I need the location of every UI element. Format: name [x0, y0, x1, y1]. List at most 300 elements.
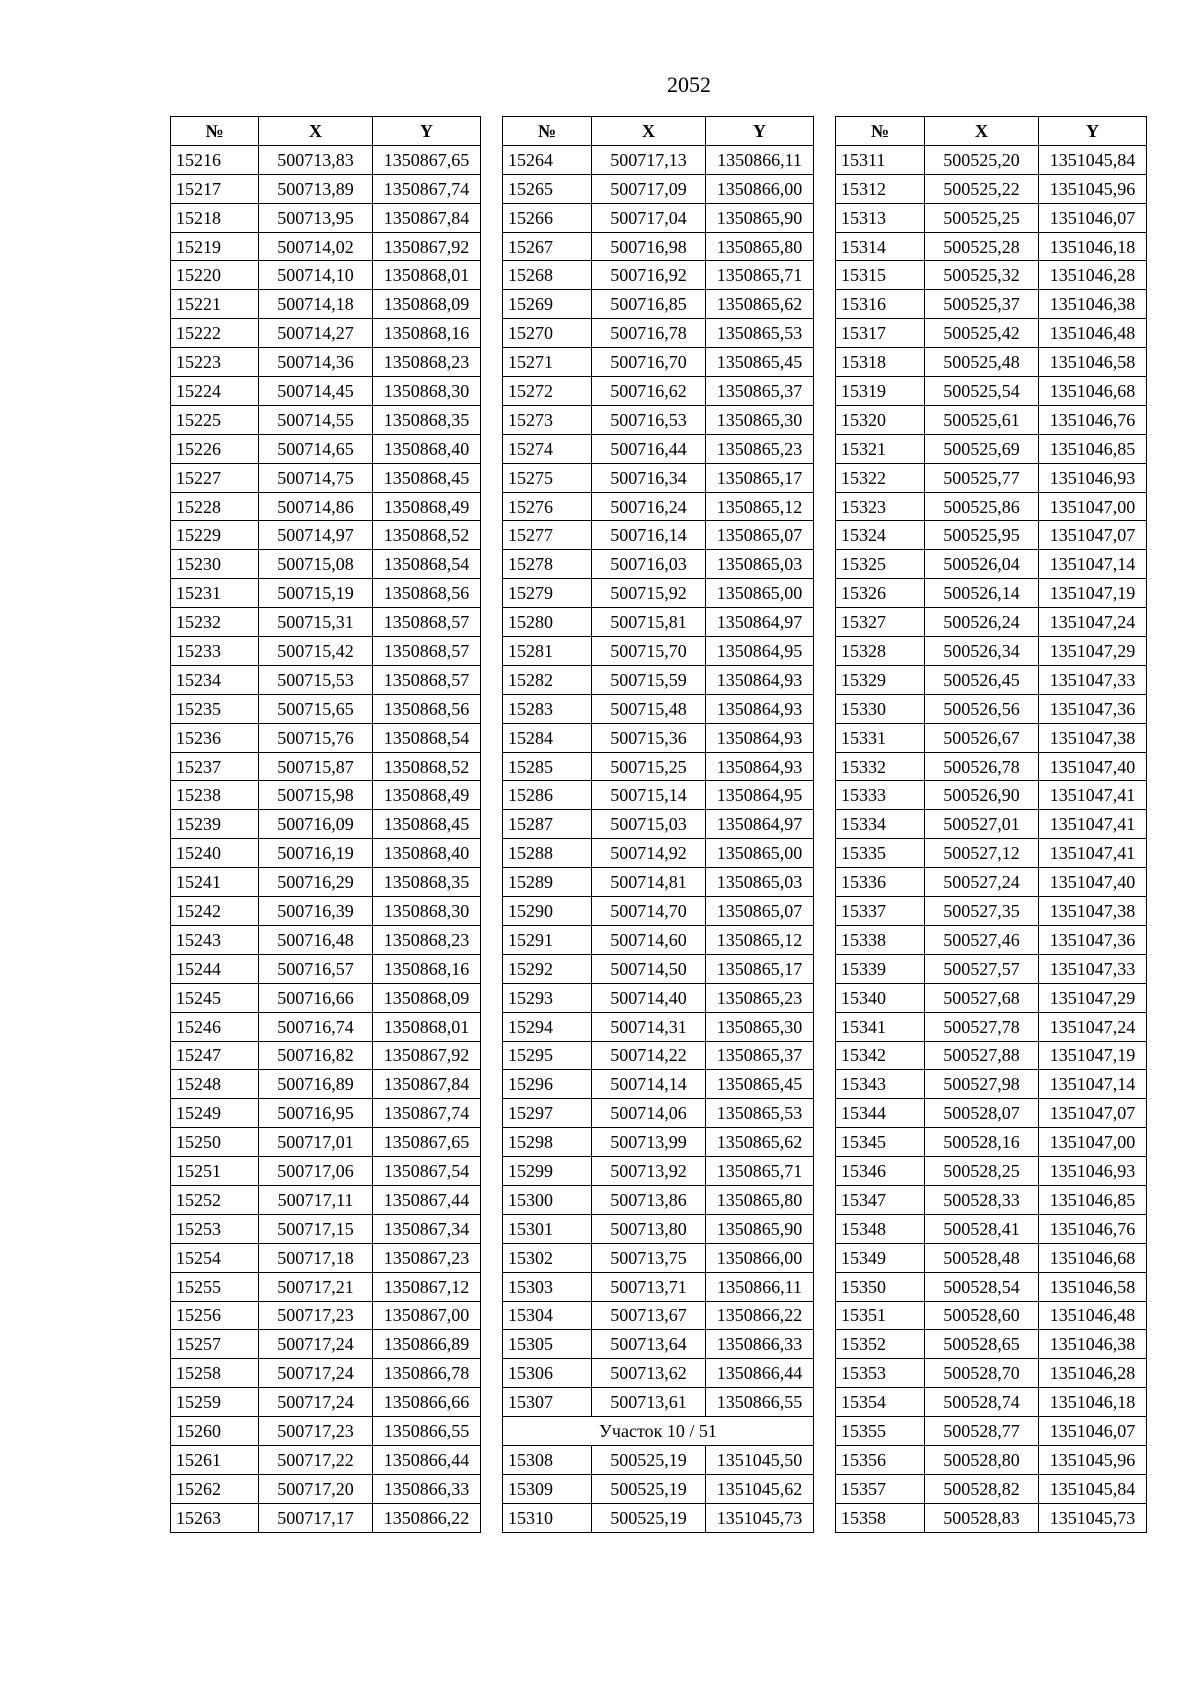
- x-coordinate: 500528,74: [925, 1388, 1039, 1417]
- table-row: [503, 810, 814, 839]
- table-row: [171, 203, 481, 232]
- table-row: [836, 203, 1147, 232]
- table-row: [836, 261, 1147, 290]
- table-row: [836, 174, 1147, 203]
- y-coordinate: 1351047,38: [1039, 723, 1147, 752]
- table-row: [836, 1214, 1147, 1243]
- x-coordinate: 500527,57: [925, 954, 1039, 983]
- table-row: [836, 723, 1147, 752]
- y-coordinate: 1350866,89: [373, 1330, 481, 1359]
- table-row: [836, 1359, 1147, 1388]
- header-y: Y: [706, 117, 814, 146]
- y-coordinate: 1350868,45: [373, 810, 481, 839]
- y-coordinate: 1351046,18: [1039, 232, 1147, 261]
- x-coordinate: 500528,77: [925, 1417, 1039, 1446]
- x-coordinate: 500526,45: [925, 665, 1039, 694]
- x-coordinate: 500525,22: [925, 174, 1039, 203]
- point-number: 15279: [503, 579, 592, 608]
- y-coordinate: 1350865,71: [706, 261, 814, 290]
- x-coordinate: 500716,70: [592, 348, 706, 377]
- y-coordinate: 1350868,16: [373, 954, 481, 983]
- table-row: [171, 1041, 481, 1070]
- table-row: [503, 1474, 814, 1503]
- point-number: 15271: [503, 348, 592, 377]
- table-row: [171, 665, 481, 694]
- x-coordinate: 500526,78: [925, 752, 1039, 781]
- table-row: [503, 1243, 814, 1272]
- x-coordinate: 500717,24: [259, 1388, 373, 1417]
- table-row: [171, 174, 481, 203]
- header-number: №: [836, 117, 925, 146]
- y-coordinate: 1351046,76: [1039, 405, 1147, 434]
- x-coordinate: 500716,92: [592, 261, 706, 290]
- y-coordinate: 1351046,18: [1039, 1388, 1147, 1417]
- x-coordinate: 500715,92: [592, 579, 706, 608]
- table-row: [171, 348, 481, 377]
- y-coordinate: 1350865,00: [706, 579, 814, 608]
- x-coordinate: 500715,87: [259, 752, 373, 781]
- x-coordinate: 500716,57: [259, 954, 373, 983]
- table-row: [503, 1185, 814, 1214]
- x-coordinate: 500715,19: [259, 579, 373, 608]
- point-number: 15323: [836, 492, 925, 521]
- point-number: 15226: [171, 434, 259, 463]
- table-row: [171, 377, 481, 406]
- point-number: 15246: [171, 1012, 259, 1041]
- y-coordinate: 1351047,41: [1039, 781, 1147, 810]
- point-number: 15249: [171, 1099, 259, 1128]
- table-row: [171, 290, 481, 319]
- y-coordinate: 1350866,55: [706, 1388, 814, 1417]
- point-number: 15217: [171, 174, 259, 203]
- x-coordinate: 500717,20: [259, 1474, 373, 1503]
- table-row: [503, 1157, 814, 1186]
- table-row: [836, 1041, 1147, 1070]
- x-coordinate: 500525,61: [925, 405, 1039, 434]
- x-coordinate: 500713,62: [592, 1359, 706, 1388]
- point-number: 15327: [836, 608, 925, 637]
- coordinates-table-2: [502, 116, 814, 1533]
- table-row: [171, 810, 481, 839]
- x-coordinate: 500527,35: [925, 897, 1039, 926]
- point-number: 15347: [836, 1185, 925, 1214]
- y-coordinate: 1351047,36: [1039, 694, 1147, 723]
- table-row: [836, 550, 1147, 579]
- y-coordinate: 1351047,40: [1039, 868, 1147, 897]
- point-number: 15224: [171, 377, 259, 406]
- x-coordinate: 500714,55: [259, 405, 373, 434]
- y-coordinate: 1350865,45: [706, 1070, 814, 1099]
- x-coordinate: 500525,28: [925, 232, 1039, 261]
- point-number: 15321: [836, 434, 925, 463]
- x-coordinate: 500528,48: [925, 1243, 1039, 1272]
- y-coordinate: 1350868,56: [373, 579, 481, 608]
- table-row: [836, 954, 1147, 983]
- y-coordinate: 1350864,93: [706, 694, 814, 723]
- y-coordinate: 1350866,55: [373, 1417, 481, 1446]
- y-coordinate: 1351046,58: [1039, 1272, 1147, 1301]
- x-coordinate: 500713,64: [592, 1330, 706, 1359]
- y-coordinate: 1350866,44: [706, 1359, 814, 1388]
- table-row: [836, 492, 1147, 521]
- point-number: 15311: [836, 145, 925, 174]
- y-coordinate: 1351047,38: [1039, 897, 1147, 926]
- x-coordinate: 500528,80: [925, 1445, 1039, 1474]
- point-number: 15223: [171, 348, 259, 377]
- x-coordinate: 500716,74: [259, 1012, 373, 1041]
- y-coordinate: 1351046,58: [1039, 348, 1147, 377]
- point-number: 15256: [171, 1301, 259, 1330]
- y-coordinate: 1350867,65: [373, 1128, 481, 1157]
- x-coordinate: 500717,22: [259, 1445, 373, 1474]
- y-coordinate: 1350864,95: [706, 781, 814, 810]
- x-coordinate: 500714,97: [259, 521, 373, 550]
- table-row: [836, 839, 1147, 868]
- x-coordinate: 500525,77: [925, 463, 1039, 492]
- y-coordinate: 1351046,07: [1039, 203, 1147, 232]
- point-number: 15307: [503, 1388, 592, 1417]
- point-number: 15230: [171, 550, 259, 579]
- table-row: [171, 781, 481, 810]
- y-coordinate: 1351045,84: [1039, 145, 1147, 174]
- y-coordinate: 1351046,68: [1039, 1243, 1147, 1272]
- y-coordinate: 1351047,19: [1039, 1041, 1147, 1070]
- x-coordinate: 500527,68: [925, 983, 1039, 1012]
- point-number: 15241: [171, 868, 259, 897]
- point-number: 15339: [836, 954, 925, 983]
- x-coordinate: 500526,56: [925, 694, 1039, 723]
- table-row: [503, 723, 814, 752]
- point-number: 15273: [503, 405, 592, 434]
- y-coordinate: 1350864,95: [706, 637, 814, 666]
- y-coordinate: 1350865,17: [706, 463, 814, 492]
- header-x: X: [259, 117, 373, 146]
- point-number: 15245: [171, 983, 259, 1012]
- header-y: Y: [373, 117, 481, 146]
- y-coordinate: 1350868,54: [373, 550, 481, 579]
- y-coordinate: 1350868,52: [373, 521, 481, 550]
- y-coordinate: 1350868,09: [373, 290, 481, 319]
- x-coordinate: 500715,36: [592, 723, 706, 752]
- y-coordinate: 1350866,78: [373, 1359, 481, 1388]
- table-row: [503, 348, 814, 377]
- y-coordinate: 1351046,93: [1039, 463, 1147, 492]
- x-coordinate: 500717,24: [259, 1330, 373, 1359]
- x-coordinate: 500714,10: [259, 261, 373, 290]
- table-row: [836, 1503, 1147, 1532]
- y-coordinate: 1350867,92: [373, 232, 481, 261]
- y-coordinate: 1351045,96: [1039, 174, 1147, 203]
- x-coordinate: 500525,42: [925, 319, 1039, 348]
- point-number: 15296: [503, 1070, 592, 1099]
- point-number: 15295: [503, 1041, 592, 1070]
- y-coordinate: 1350865,03: [706, 550, 814, 579]
- table-row: [503, 1099, 814, 1128]
- y-coordinate: 1350868,57: [373, 637, 481, 666]
- x-coordinate: 500714,50: [592, 954, 706, 983]
- point-number: 15237: [171, 752, 259, 781]
- point-number: 15293: [503, 983, 592, 1012]
- header-number: №: [171, 117, 259, 146]
- table-row: [171, 1330, 481, 1359]
- x-coordinate: 500717,23: [259, 1301, 373, 1330]
- x-coordinate: 500714,65: [259, 434, 373, 463]
- y-coordinate: 1350868,56: [373, 694, 481, 723]
- point-number: 15340: [836, 983, 925, 1012]
- x-coordinate: 500713,75: [592, 1243, 706, 1272]
- table-row: [503, 261, 814, 290]
- point-number: 15317: [836, 319, 925, 348]
- table-row: [836, 868, 1147, 897]
- point-number: 15234: [171, 665, 259, 694]
- table-row: [171, 434, 481, 463]
- point-number: 15358: [836, 1503, 925, 1532]
- table-row: [171, 579, 481, 608]
- point-number: 15276: [503, 492, 592, 521]
- y-coordinate: 1350866,00: [706, 1243, 814, 1272]
- point-number: 15247: [171, 1041, 259, 1070]
- point-number: 15268: [503, 261, 592, 290]
- point-number: 15280: [503, 608, 592, 637]
- x-coordinate: 500525,25: [925, 203, 1039, 232]
- table-row: [503, 839, 814, 868]
- x-coordinate: 500528,54: [925, 1272, 1039, 1301]
- table-row: [171, 752, 481, 781]
- x-coordinate: 500716,95: [259, 1099, 373, 1128]
- point-number: 15225: [171, 405, 259, 434]
- x-coordinate: 500714,14: [592, 1070, 706, 1099]
- x-coordinate: 500715,70: [592, 637, 706, 666]
- x-coordinate: 500717,24: [259, 1359, 373, 1388]
- point-number: 15288: [503, 839, 592, 868]
- x-coordinate: 500715,03: [592, 810, 706, 839]
- point-number: 15262: [171, 1474, 259, 1503]
- y-coordinate: 1351046,68: [1039, 377, 1147, 406]
- point-number: 15218: [171, 203, 259, 232]
- x-coordinate: 500716,34: [592, 463, 706, 492]
- point-number: 15329: [836, 665, 925, 694]
- x-coordinate: 500716,09: [259, 810, 373, 839]
- point-number: 15239: [171, 810, 259, 839]
- y-coordinate: 1350868,35: [373, 405, 481, 434]
- coordinates-table-3: [835, 116, 1147, 1533]
- table-row: [836, 781, 1147, 810]
- table-row: [503, 781, 814, 810]
- point-number: 15319: [836, 377, 925, 406]
- x-coordinate: 500717,06: [259, 1157, 373, 1186]
- y-coordinate: 1351047,29: [1039, 637, 1147, 666]
- point-number: 15278: [503, 550, 592, 579]
- y-coordinate: 1350865,23: [706, 983, 814, 1012]
- table-row: [503, 752, 814, 781]
- x-coordinate: 500713,83: [259, 145, 373, 174]
- y-coordinate: 1350868,01: [373, 1012, 481, 1041]
- x-coordinate: 500526,67: [925, 723, 1039, 752]
- x-coordinate: 500713,71: [592, 1272, 706, 1301]
- y-coordinate: 1350864,93: [706, 665, 814, 694]
- y-coordinate: 1350865,80: [706, 1185, 814, 1214]
- table-row: [503, 319, 814, 348]
- y-coordinate: 1350868,54: [373, 723, 481, 752]
- x-coordinate: 500717,18: [259, 1243, 373, 1272]
- point-number: 15343: [836, 1070, 925, 1099]
- y-coordinate: 1350867,12: [373, 1272, 481, 1301]
- y-coordinate: 1350866,33: [373, 1474, 481, 1503]
- table-row: [171, 1445, 481, 1474]
- point-number: 15300: [503, 1185, 592, 1214]
- y-coordinate: 1351045,50: [706, 1445, 814, 1474]
- x-coordinate: 500715,65: [259, 694, 373, 723]
- table-row: [503, 1041, 814, 1070]
- table-row: [503, 1070, 814, 1099]
- table-row: [836, 1157, 1147, 1186]
- y-coordinate: 1350865,80: [706, 232, 814, 261]
- table-row: [171, 1099, 481, 1128]
- point-number: 15336: [836, 868, 925, 897]
- x-coordinate: 500717,15: [259, 1214, 373, 1243]
- point-number: 15310: [503, 1503, 592, 1532]
- point-number: 15342: [836, 1041, 925, 1070]
- table-row: [836, 810, 1147, 839]
- point-number: 15229: [171, 521, 259, 550]
- point-number: 15305: [503, 1330, 592, 1359]
- point-number: 15297: [503, 1099, 592, 1128]
- point-number: 15259: [171, 1388, 259, 1417]
- x-coordinate: 500528,16: [925, 1128, 1039, 1157]
- table-row: [836, 1301, 1147, 1330]
- y-coordinate: 1351047,29: [1039, 983, 1147, 1012]
- y-coordinate: 1351047,00: [1039, 1128, 1147, 1157]
- point-number: 15264: [503, 145, 592, 174]
- table-row: [171, 868, 481, 897]
- x-coordinate: 500526,90: [925, 781, 1039, 810]
- y-coordinate: 1350864,97: [706, 810, 814, 839]
- x-coordinate: 500714,75: [259, 463, 373, 492]
- table-row: [171, 550, 481, 579]
- table-row: [171, 1474, 481, 1503]
- y-coordinate: 1351046,07: [1039, 1417, 1147, 1446]
- x-coordinate: 500716,44: [592, 434, 706, 463]
- point-number: 15328: [836, 637, 925, 666]
- y-coordinate: 1351047,07: [1039, 521, 1147, 550]
- point-number: 15233: [171, 637, 259, 666]
- y-coordinate: 1351046,85: [1039, 434, 1147, 463]
- table-row: [171, 983, 481, 1012]
- point-number: 15219: [171, 232, 259, 261]
- point-number: 15315: [836, 261, 925, 290]
- x-coordinate: 500528,25: [925, 1157, 1039, 1186]
- point-number: 15284: [503, 723, 592, 752]
- x-coordinate: 500526,24: [925, 608, 1039, 637]
- point-number: 15290: [503, 897, 592, 926]
- point-number: 15309: [503, 1474, 592, 1503]
- x-coordinate: 500714,45: [259, 377, 373, 406]
- section-label: Участок 10 / 51: [503, 1417, 814, 1446]
- table-row: [503, 377, 814, 406]
- x-coordinate: 500715,14: [592, 781, 706, 810]
- table-row: [171, 1012, 481, 1041]
- point-number: 15333: [836, 781, 925, 810]
- y-coordinate: 1350868,16: [373, 319, 481, 348]
- table-row: [836, 665, 1147, 694]
- table-row: [171, 1243, 481, 1272]
- y-coordinate: 1350868,23: [373, 925, 481, 954]
- x-coordinate: 500715,42: [259, 637, 373, 666]
- y-coordinate: 1350865,00: [706, 839, 814, 868]
- x-coordinate: 500714,06: [592, 1099, 706, 1128]
- table-header-row: [836, 117, 1147, 146]
- table-row: [503, 1272, 814, 1301]
- table-row: [503, 434, 814, 463]
- y-coordinate: 1350864,93: [706, 752, 814, 781]
- point-number: 15299: [503, 1157, 592, 1186]
- y-coordinate: 1350868,30: [373, 377, 481, 406]
- table-row: [836, 290, 1147, 319]
- point-number: 15222: [171, 319, 259, 348]
- table-row: [836, 1128, 1147, 1157]
- x-coordinate: 500716,48: [259, 925, 373, 954]
- table-row: [836, 405, 1147, 434]
- table-row: [171, 463, 481, 492]
- y-coordinate: 1350867,74: [373, 1099, 481, 1128]
- y-coordinate: 1351046,76: [1039, 1214, 1147, 1243]
- y-coordinate: 1351046,28: [1039, 1359, 1147, 1388]
- y-coordinate: 1350868,35: [373, 868, 481, 897]
- table-row: [836, 1445, 1147, 1474]
- table-row: [171, 637, 481, 666]
- table-row: [836, 1417, 1147, 1446]
- point-number: 15304: [503, 1301, 592, 1330]
- x-coordinate: 500527,12: [925, 839, 1039, 868]
- point-number: 15331: [836, 723, 925, 752]
- y-coordinate: 1350865,12: [706, 492, 814, 521]
- table-row: [171, 405, 481, 434]
- table-row: [836, 232, 1147, 261]
- x-coordinate: 500716,66: [259, 983, 373, 1012]
- y-coordinate: 1350868,40: [373, 839, 481, 868]
- x-coordinate: 500716,78: [592, 319, 706, 348]
- y-coordinate: 1351046,28: [1039, 261, 1147, 290]
- table-row: [503, 1128, 814, 1157]
- x-coordinate: 500716,85: [592, 290, 706, 319]
- point-number: 15248: [171, 1070, 259, 1099]
- y-coordinate: 1350865,90: [706, 1214, 814, 1243]
- table-row: [171, 1359, 481, 1388]
- y-coordinate: 1351046,48: [1039, 1301, 1147, 1330]
- x-coordinate: 500527,98: [925, 1070, 1039, 1099]
- y-coordinate: 1350865,71: [706, 1157, 814, 1186]
- x-coordinate: 500714,60: [592, 925, 706, 954]
- x-coordinate: 500528,83: [925, 1503, 1039, 1532]
- point-number: 15282: [503, 665, 592, 694]
- y-coordinate: 1350867,92: [373, 1041, 481, 1070]
- y-coordinate: 1350867,74: [373, 174, 481, 203]
- point-number: 15302: [503, 1243, 592, 1272]
- x-coordinate: 500527,88: [925, 1041, 1039, 1070]
- point-number: 15303: [503, 1272, 592, 1301]
- header-x: X: [592, 117, 706, 146]
- table-row: [836, 1012, 1147, 1041]
- table-row: [171, 1417, 481, 1446]
- point-number: 15275: [503, 463, 592, 492]
- point-number: 15261: [171, 1445, 259, 1474]
- table-row: [836, 377, 1147, 406]
- point-number: 15269: [503, 290, 592, 319]
- table-row: [503, 694, 814, 723]
- point-number: 15357: [836, 1474, 925, 1503]
- point-number: 15250: [171, 1128, 259, 1157]
- y-coordinate: 1350866,11: [706, 145, 814, 174]
